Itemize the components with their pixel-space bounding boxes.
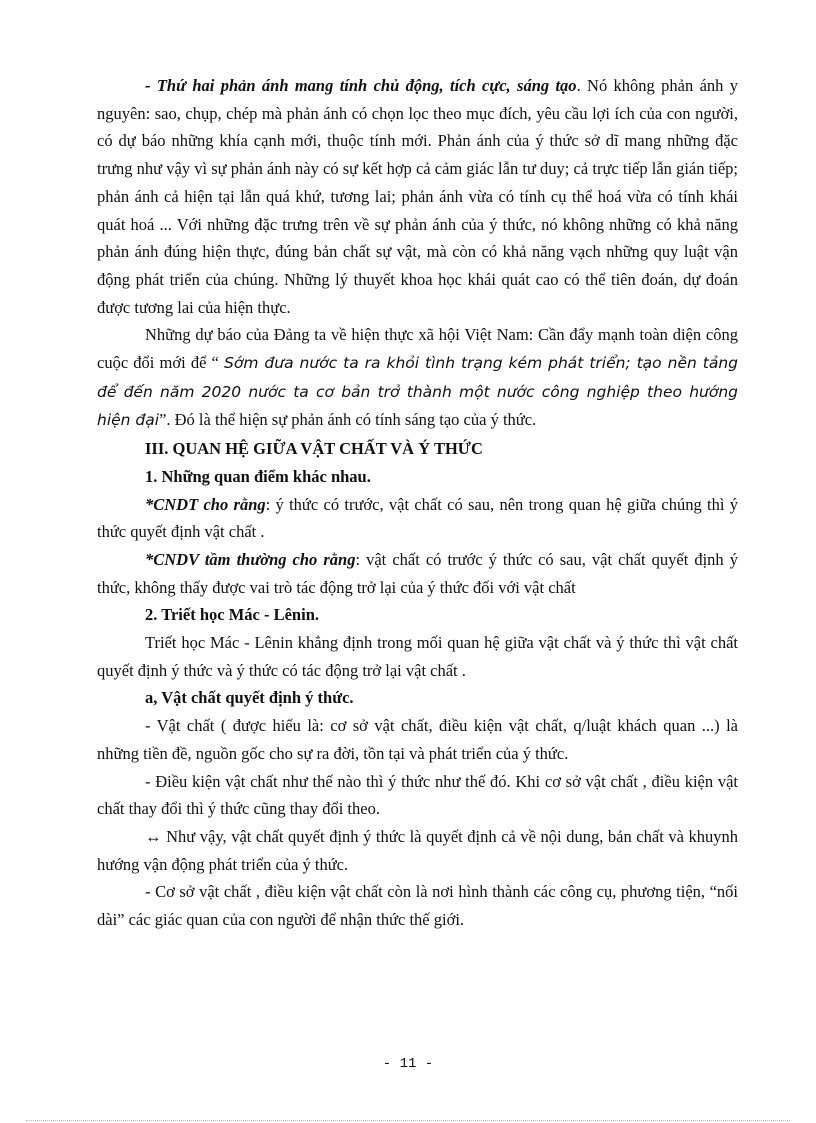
section-heading: III. QUAN HỆ GIỮA VẬT CHẤT VÀ Ý THỨC xyxy=(145,439,483,459)
paragraph: - Điều kiện vật chất như thế nào thì ý thức như thế đó. Khi cơ sở vật chất , điều kiện vật chất thay đổi thì ý thức cũng thay đổi theo. xyxy=(97,771,738,819)
paragraph xyxy=(97,546,738,601)
paragraph: ↔ Như vậy, vật chất quyết định ý thức là quyết định cả về nội dung, bản chất và khuynh hướng vận động phát triển của ý thức. xyxy=(97,826,738,874)
quotation: Sớm đưa nước ta ra khỏi tình trạng kém phát triển; tạo nền tảng để đến năm 2020 nước ta cơ bản trở thành một nước công nghiệp theo hướng hiện đại xyxy=(97,354,738,430)
paragraph: Triết học Mác - Lênin khẳng định trong mối quan hệ giữa vật chất và ý thức thì vật chất quyết định ý thức và ý thức có tác động trở lại vật chất . xyxy=(97,633,738,680)
paragraph-text: : vật chất có trước ý thức có sau, vật chất quyết định ý thức, không thấy được vai trò tác động trở lại của ý thức đối với vật chất xyxy=(97,549,738,597)
paragraph-text: Những dự báo của Đảng ta về hiện thực xã hội Việt Nam: Cần đẩy mạnh toàn diện công cuộc đổi mới để “ xyxy=(97,325,738,373)
paragraph: - Cơ sở vật chất , điều kiện vật chất còn là nơi hình thành các công cụ, phương tiện, “nối dài” các giác quan của con người để nhận thức thế giới. xyxy=(97,882,738,930)
paragraph: - Vật chất ( được hiểu là: cơ sở vật chất, điều kiện vật chất, q/luật khách quan ...) là những tiền đề, nguồn gốc cho sự ra đời, tồn tại và phát triển của ý thức. xyxy=(97,716,738,763)
emphasis-lead: *CNDT cho rằng xyxy=(145,494,266,514)
page-divider xyxy=(26,1120,790,1121)
paragraph xyxy=(97,491,738,546)
document-body xyxy=(97,72,738,934)
paragraph xyxy=(97,321,738,435)
emphasis-lead: - Thứ hai phản ánh mang tính chủ động, tích cực, sáng tạo xyxy=(145,76,577,95)
paragraph-text: : ý thức có trước, vật chất có sau, nên trong quan hệ giữa chúng thì ý thức quyết định vật chất . xyxy=(97,494,738,542)
subsection-heading: 1. Những quan điểm khác nhau. xyxy=(145,466,371,486)
subsection-heading: 2. Triết học Mác - Lênin. xyxy=(145,605,319,625)
paragraph-text: . Nó không phản ánh y nguyên: sao, chụp, chép mà phản ánh có chọn lọc theo mục đích, yêu cầu lợi ích của con người, có dự báo những khía cạnh mới, thuộc tính mới. Phản ánh của ý thức sở dĩ mang những đặc trưng như vậy vì sự phản ánh này có sự kết hợp cả cảm giác lẫn tư duy; cả trực tiếp lẫn gián tiếp; phản ánh cả hiện tại lẫn quá khứ, tương lai; phản ánh vừa có tính cụ thể hoá vừa có tính khái quát hoá ... Với những đặc trưng trên về sự phản ánh của ý thức, nó không những có khả năng phản ánh đúng hiện thực, đúng bản chất sự vật, mà còn có khả năng vạch những quy luật vận động phát triển của chúng. Những lý thuyết khoa học khái quát cao có thể tiên đoán, dự đoán được tương lai của hiện thực. xyxy=(97,76,738,317)
emphasis-lead: *CNDV tầm thường cho rằng xyxy=(145,549,356,569)
paragraph xyxy=(97,72,738,321)
page-number: - 11 - xyxy=(382,1056,434,1072)
subsection-heading: a, Vật chất quyết định ý thức. xyxy=(145,688,354,708)
paragraph-text: ”. Đó là thể hiện sự phản ánh có tính sáng tạo của ý thức. xyxy=(159,410,537,430)
